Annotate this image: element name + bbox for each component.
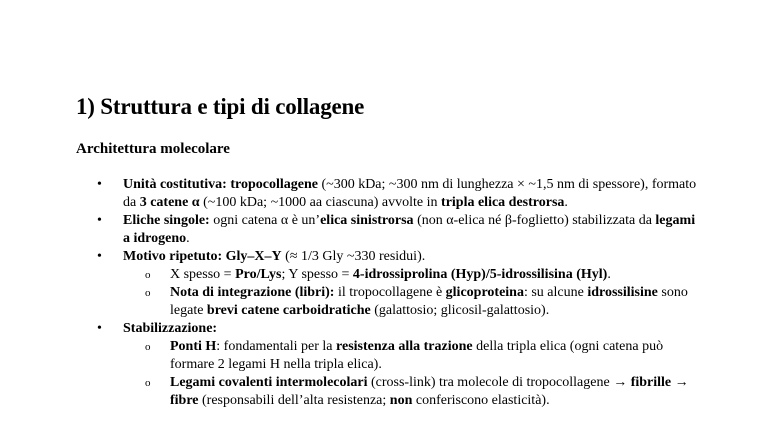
bullet-label: Legami covalenti intermolecolari [170, 375, 368, 390]
sub-bullet-ponti-h [123, 338, 700, 374]
bold-term: resistenza alla trazione [336, 339, 473, 354]
bold-term: brevi catene carboidratiche [206, 303, 371, 318]
bullet-label: Eliche singole: [123, 213, 210, 228]
bold-term: tropocollagene [230, 177, 318, 192]
bullet-label: Stabilizzazione: [123, 321, 218, 336]
text-run: X spesso = [170, 267, 236, 282]
text-run: conferiscono elasticità). [412, 393, 550, 408]
text-run: . [564, 195, 568, 210]
bullet-eliche-singole [0, 212, 784, 248]
subsection-heading: Architettura molecolare [76, 141, 230, 157]
bullet-motivo-ripetuto [0, 248, 784, 320]
text-run: sono legate [170, 285, 688, 318]
bold-term: non [389, 393, 413, 408]
text-run: . [186, 231, 190, 246]
text-run: (galattosio; glicosil-galattosio). [370, 303, 550, 318]
bold-term: Pro/Lys [235, 267, 282, 282]
bold-term: elica sinistrorsa [320, 213, 414, 228]
main-bullet-list [0, 176, 784, 410]
bullet-stabilizzazione [0, 320, 784, 410]
text-run: della tripla elica (ogni catena può formare 2 legami H nella tripla elica). [170, 339, 664, 372]
text-run: (non α-elica né β-foglietto) stabilizzata da [413, 213, 656, 228]
text-run: : su alcune [523, 285, 588, 300]
bold-term: glicoproteina [445, 285, 524, 300]
text-run: ogni catena α è un’ [209, 213, 321, 228]
text-run: (~300 kDa; ~300 nm di lunghezza × ~1,5 nm di spessore), formato da [123, 177, 697, 210]
bullet-label: Nota di integrazione (libri): [170, 285, 335, 300]
bullet-unita-costitutiva [0, 176, 784, 212]
text-run: . [607, 267, 611, 282]
bullet-label: Ponti H [170, 339, 217, 354]
text-run: (cross-link) tra molecole di tropocollagene → [367, 375, 631, 390]
bold-term: idrossilisine [587, 285, 658, 300]
text-run: → [671, 375, 689, 390]
sub-bullet-list [123, 266, 700, 320]
bold-term: 3 catene α [139, 195, 200, 210]
text-run: (~100 kDa; ~1000 aa ciascuna) avvolte in [199, 195, 442, 210]
sub-bullet-legami-covalenti [123, 374, 700, 410]
bold-term: Gly–X–Y [225, 249, 282, 264]
sub-bullet-nota-integrazione [123, 284, 700, 320]
bold-term: legami a idrogeno [123, 213, 696, 246]
text-run: ; Y spesso = [281, 267, 353, 282]
text-run: : fondamentali per la [216, 339, 337, 354]
sub-bullet-x-y [123, 266, 700, 284]
text-run: (responsabili dell’alta resistenza; [198, 393, 390, 408]
text-run: il tropocollagene è [334, 285, 446, 300]
bold-term: 4-idrossiprolina (Hyp)/5-idrossilisina (Hyl) [352, 267, 608, 282]
section-title: 1) Struttura e tipi di collagene [76, 94, 365, 119]
bold-term: fibre [170, 393, 199, 408]
bold-term: fibrille [630, 375, 672, 390]
bold-term: tripla elica destrorsa [441, 195, 565, 210]
bullet-label: Motivo ripetuto: [123, 249, 223, 264]
sub-bullet-list [123, 338, 700, 410]
bullet-label: Unità costitutiva: [123, 177, 227, 192]
text-run: (≈ 1/3 Gly ~330 residui). [281, 249, 426, 264]
